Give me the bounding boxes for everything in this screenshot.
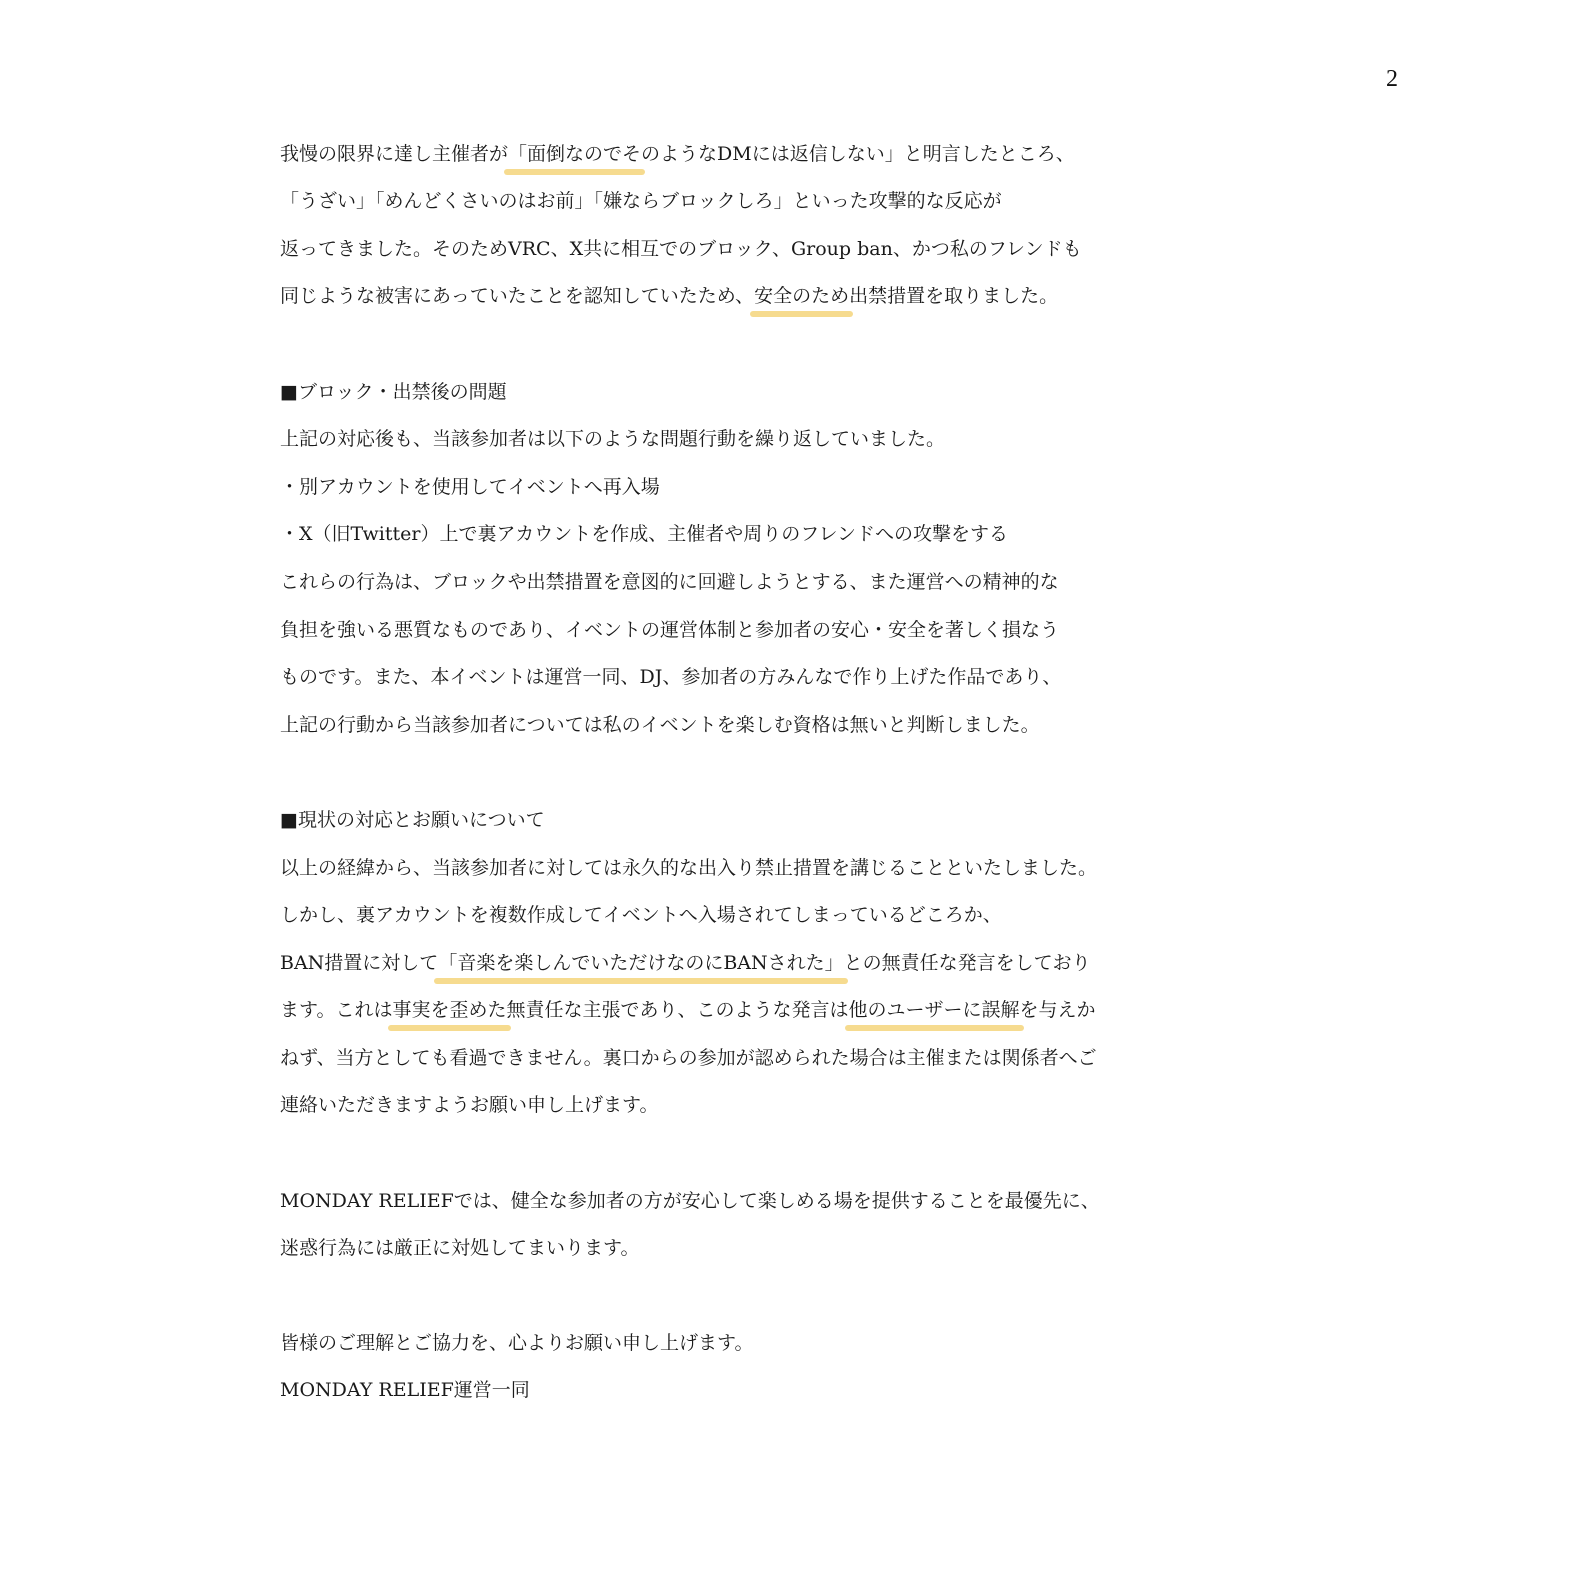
- section-heading: ■ブロック・出禁後の問題: [280, 381, 507, 403]
- text-span: 無責任な主張であり、このような発言は: [506, 999, 849, 1021]
- paragraph-line: [280, 283, 1058, 309]
- paragraph-line: 迷惑行為には厳正に対処してまいります。: [280, 1237, 640, 1259]
- paragraph-line: 負担を強いる悪質なものであり、イベントの運営体制と参加者の安心・安全を著しく損なう: [280, 619, 1060, 641]
- section-heading: ■現状の対応とお願いについて: [280, 809, 545, 831]
- list-item: ・X（旧Twitter）上で裏アカウントを作成、主催者や周りのフレンドへの攻撃をする: [280, 523, 1009, 545]
- paragraph-line: ものです。また、本イベントは運営一同、DJ、参加者の方みんなで作り上げた作品であり、: [280, 666, 1062, 688]
- paragraph-line: 皆様のご理解とご協力を、心よりお願い申し上げます。: [280, 1332, 754, 1354]
- highlighted-text: 他のユーザーに誤解: [848, 999, 1020, 1021]
- text-span: 同じような被害にあっていたことを認知していたため、: [280, 285, 755, 307]
- paragraph-line: 連絡いただきますようお願い申し上げます。: [280, 1094, 659, 1116]
- highlighted-text: 「音楽を楽しんでいただけなのにBANされた」: [438, 952, 844, 974]
- paragraph-line: 返ってきました。そのためVRC、X共に相互でのブロック、Group ban、かつ私のフレンドも: [280, 238, 1082, 260]
- paragraph-line: これらの行為は、ブロックや出禁措置を意図的に回避しようとする、また運営への精神的な: [280, 571, 1059, 593]
- text-span: BAN措置に対して: [280, 952, 439, 974]
- paragraph-line: MONDAY RELIEFでは、健全な参加者の方が安心して楽しめる場を提供することを最優先に、: [280, 1190, 1100, 1212]
- text-span: のようなDMには返信しない」と明言したところ、: [641, 143, 1075, 165]
- highlighted-text: 安全のため: [754, 285, 850, 307]
- highlighted-text: 事実を歪めた: [392, 999, 507, 1021]
- paragraph-line: 以上の経緯から、当該参加者に対しては永久的な出入り禁止措置を講じることといたしました。: [280, 857, 1098, 879]
- paragraph-line: しかし、裏アカウントを複数作成してイベントへ入場されてしまっているどころか、: [280, 904, 1002, 926]
- paragraph-line: 「うざい」「めんどくさいのはお前」「嫌ならブロックしろ」といった攻撃的な反応が: [280, 190, 1002, 212]
- paragraph-line: 上記の行動から当該参加者については私のイベントを楽しむ資格は無いと判断しました。: [280, 714, 1040, 736]
- list-item: ・別アカウントを使用してイベントへ再入場: [280, 476, 660, 498]
- page-number: 2: [1386, 66, 1398, 92]
- text-span: を与えか: [1019, 999, 1096, 1021]
- paragraph-line: ねず、当方としても看過できません。裏口からの参加が認められた場合は主催または関係者へご: [280, 1047, 1097, 1069]
- signature: MONDAY RELIEF運営一同: [280, 1379, 530, 1401]
- paragraph-line: [280, 950, 1091, 976]
- text-span: ます。これは: [280, 999, 393, 1021]
- paragraph-line: 上記の対応後も、当該参加者は以下のような問題行動を繰り返していました。: [280, 428, 946, 450]
- highlighted-text: 「面倒なのでそ: [508, 143, 642, 165]
- paragraph-line: [280, 997, 1096, 1023]
- text-span: 出禁措置を取りました。: [849, 285, 1059, 307]
- text-span: 我慢の限界に達し主催者が: [280, 143, 509, 165]
- text-span: との無責任な発言をしており: [843, 952, 1091, 974]
- paragraph-line: [280, 141, 1075, 167]
